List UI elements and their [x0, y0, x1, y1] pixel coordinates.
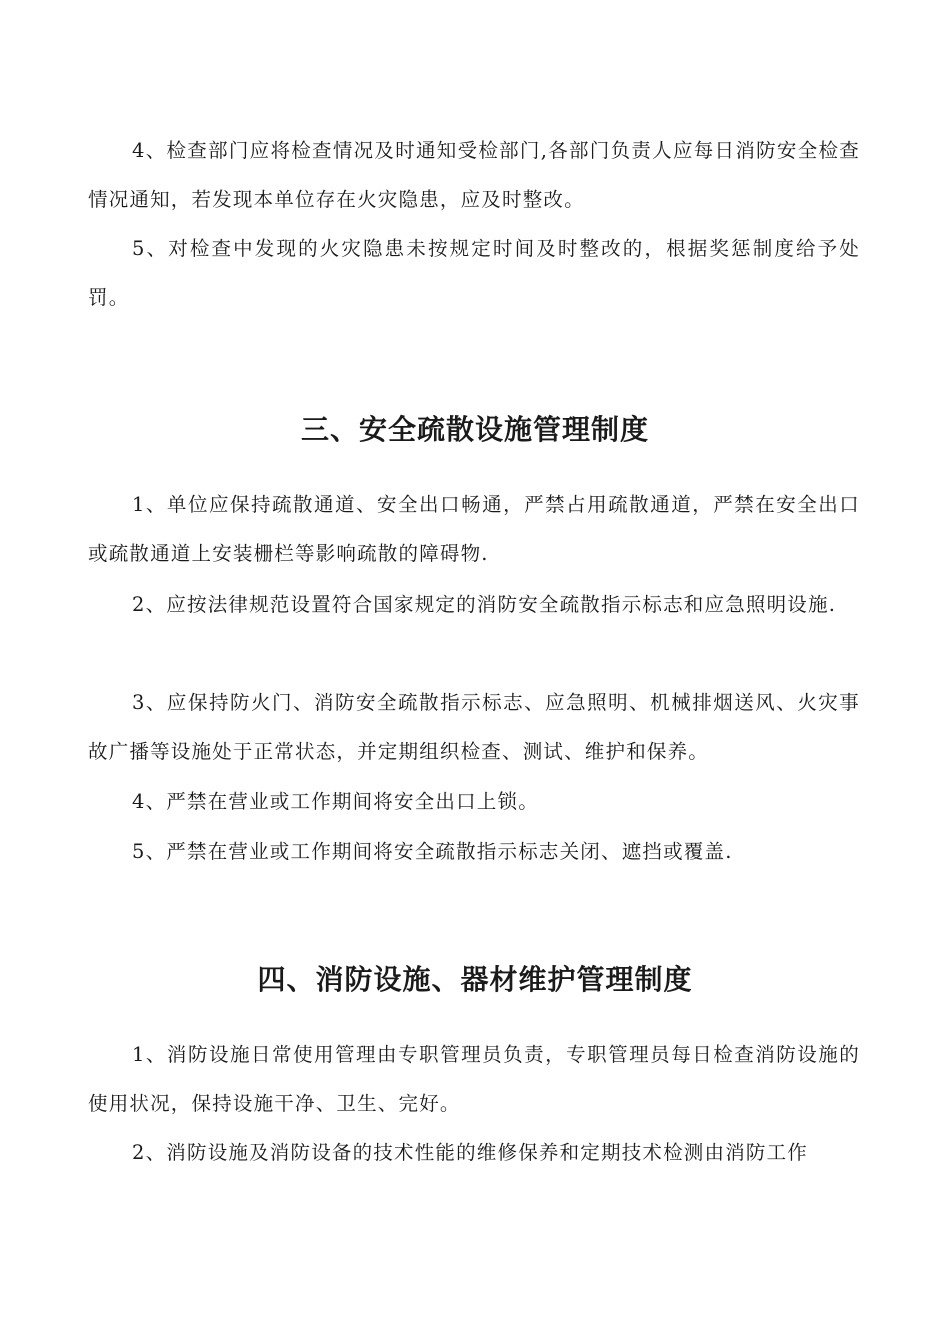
section-3-heading: 三、安全疏散设施管理制度 [300, 413, 649, 446]
section-3-item-1: 1、单位应保持疏散通道、安全出口畅通，严禁占用疏散通道，严禁在安全出口或疏散通道上安装栅栏等影响疏散的障碍物. [88, 493, 860, 565]
paragraph-prev-item-5: 5、对检查中发现的火灾隐患未按规定时间及时整改的，根据奖惩制度给予处罚。 [88, 237, 860, 309]
section-4-item-1: 1、消防设施日常使用管理由专职管理员负责，专职管理员每日检查消防设施的使用状况，保持设施干净、卫生、完好。 [88, 1043, 860, 1115]
section-3-item-4: 4、严禁在营业或工作期间将安全出口上锁。 [132, 790, 539, 813]
section-3-item-2: 2、应按法律规范设置符合国家规定的消防安全疏散指示标志和应急照明设施. [132, 593, 837, 616]
section-4-heading: 四、消防设施、器材维护管理制度 [257, 963, 693, 996]
section-4-item-2: 2、消防设施及消防设备的技术性能的维修保养和定期技术检测由消防工作 [132, 1141, 809, 1164]
paragraph-prev-item-4: 4、检查部门应将检查情况及时通知受检部门,各部门负责人应每日消防安全检查情况通知，若发现本单位存在火灾隐患，应及时整改。 [88, 139, 860, 211]
section-3-item-3: 3、应保持防火门、消防安全疏散指示标志、应急照明、机械排烟送风、火灾事故广播等设施处于正常状态，并定期组织检查、测试、维护和保养。 [88, 691, 860, 763]
section-3-item-5: 5、严禁在营业或工作期间将安全疏散指示标志关闭、遮挡或覆盖. [132, 840, 733, 863]
